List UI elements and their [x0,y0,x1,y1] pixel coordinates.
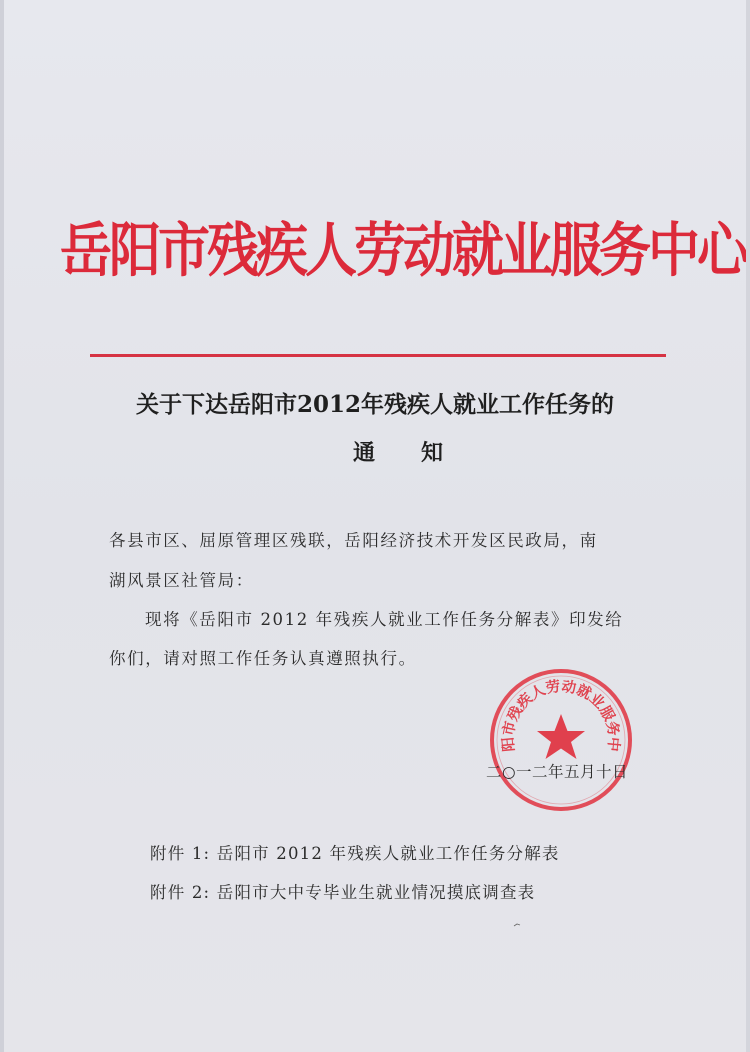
attachment-1: 附件 1: 岳阳市 2012 年残疾人就业工作任务分解表 [150,844,560,863]
body-paragraph-line2: 你们，请对照工作任务认真遵照执行。 [109,649,417,668]
issue-date: 二○一二年五月十日 [486,763,629,781]
official-seal [488,667,634,813]
body-paragraph-line1: 现将《岳阳市 2012 年残疾人就业工作任务分解表》印发给 [145,610,624,629]
org-letterhead: 岳阳市残疾人劳动就业服务中心 [60,218,747,286]
scan-speck [513,922,521,928]
document-title-line2: 通知 [352,440,489,466]
recipients-line2: 湖风景区社管局： [109,571,254,590]
letterhead-divider [90,354,666,357]
recipients-line1: 各县市区、屈原管理区残联，岳阳经济技术开发区民政局，南 [109,531,598,550]
seal-text: 阳市残疾人劳动就业服务中 [500,678,622,753]
star-icon [537,714,585,759]
seal-graphic [488,667,634,813]
document-title-line1: 关于下达岳阳市2012年残疾人就业工作任务的 [135,391,614,418]
attachment-2: 附件 2: 岳阳市大中专毕业生就业情况摸底调查表 [150,883,536,902]
